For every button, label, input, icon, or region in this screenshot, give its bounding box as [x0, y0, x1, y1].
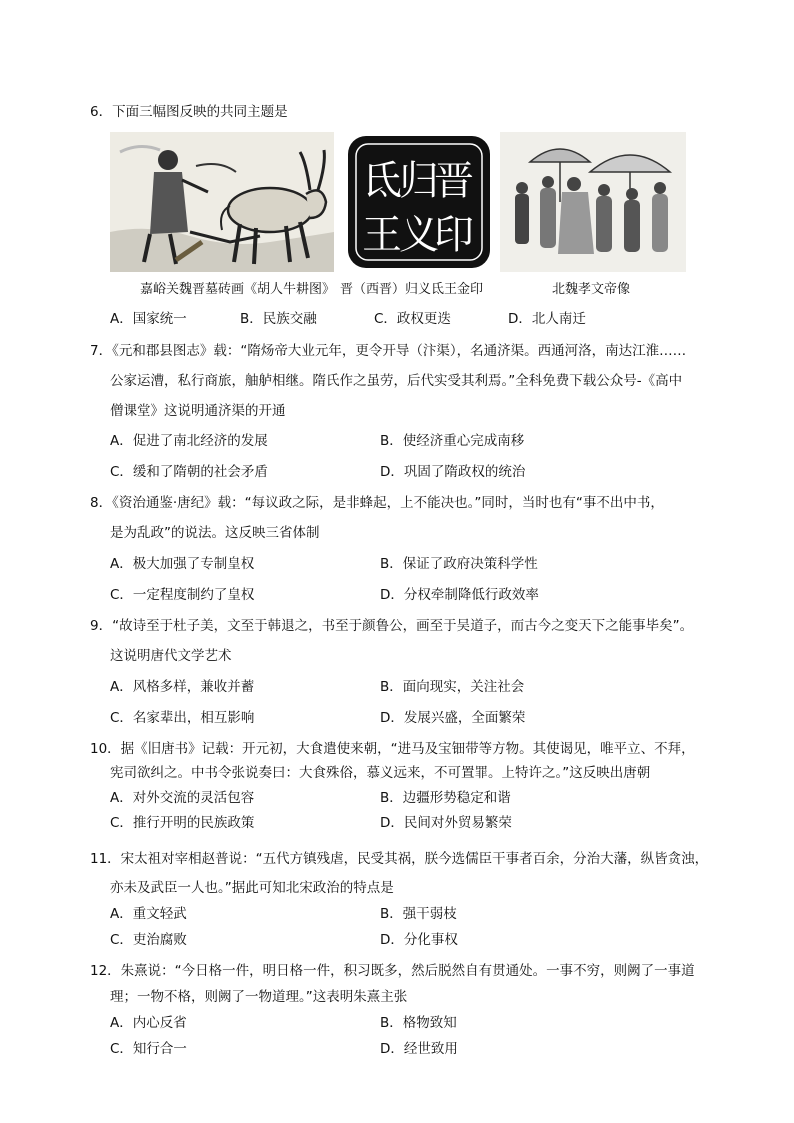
- q7-option-a[interactable]: A．促进了南北经济的发展: [110, 433, 268, 449]
- q12-option-a[interactable]: A．内心反省: [110, 1015, 187, 1031]
- caption-emperor: 北魏孝文帝像: [552, 282, 631, 297]
- q6-stem: 6．下面三幅图反映的共同主题是: [90, 104, 288, 120]
- q10-stem-line-1: 10．据《旧唐书》记载：开元初，大食遣使来朝，“进马及宝钿带等方物。其使谒见，唯平立、不拜，: [90, 741, 695, 757]
- caption-gold-seal: 晋（西晋）归义氐王金印: [340, 282, 484, 297]
- q11-stem-line-2: 亦未及武臣一人也。”据此可知北宋政治的特点是: [110, 880, 394, 896]
- q8-option-b[interactable]: B．保证了政府决策科学性: [380, 556, 538, 572]
- emperor-portrait-image: [500, 132, 686, 272]
- q9-option-a[interactable]: A．风格多样，兼收并蓄: [110, 679, 255, 695]
- q11-stem-line-1: 11．宋太祖对宰相赵普说：“五代方镇残虐，民受其祸，朕今选儒臣干事者百余，分治大藩，纵皆贪浊，: [90, 851, 709, 867]
- q7-stem-line-1: 7．《元和郡县图志》载：“隋炀帝大业元年，更令开导（汴渠），名通济渠。西通河洛，南达江淮……: [90, 343, 687, 359]
- q12-option-c[interactable]: C．知行合一: [110, 1041, 187, 1057]
- q10-option-a[interactable]: A．对外交流的灵活包容: [110, 790, 255, 806]
- q12-stem-line-2: 理；一物不格，则阙了一物道理。”这表明朱熹主张: [110, 989, 408, 1005]
- q8-option-c[interactable]: C．一定程度制约了皇权: [110, 587, 255, 603]
- q8-option-a[interactable]: A．极大加强了专制皇权: [110, 556, 255, 572]
- q8-stem-line-1: 8．《资治通鉴·唐纪》载：“每议政之际，是非蜂起，上不能决也。”同时，当时也有“事不出中书，: [90, 495, 664, 511]
- q6-option-b[interactable]: B．民族交融: [240, 311, 317, 327]
- q12-stem-line-1: 12．朱熹说：“今日格一件，明日格一件，积习既多，然后脱然自有贯通处。一事不穷，则阙了一事道: [90, 963, 695, 979]
- seal-drawing: [344, 132, 494, 272]
- q6-number: 6．: [90, 104, 113, 120]
- q10-stem-line-2: 宪司欲纠之。中书令张说奏曰：大食殊俗，慕义远来，不可置罪。上特许之。”这反映出唐朝: [110, 765, 651, 781]
- q7-option-d[interactable]: D．巩固了隋政权的统治: [380, 464, 526, 480]
- q9-option-d[interactable]: D．发展兴盛，全面繁荣: [380, 710, 526, 726]
- q11-option-d[interactable]: D．分化事权: [380, 932, 458, 948]
- q7-option-b[interactable]: B．使经济重心完成南移: [380, 433, 525, 449]
- q9-option-b[interactable]: B．面向现实，关注社会: [380, 679, 525, 695]
- ox-plough-drawing: [110, 132, 334, 272]
- seal-char-5: 王: [362, 212, 402, 258]
- q6-option-c[interactable]: C．政权更迭: [374, 311, 451, 327]
- gold-seal-image: [344, 132, 494, 272]
- q7-option-c[interactable]: C．缓和了隋朝的社会矛盾: [110, 464, 268, 480]
- q8-stem-line-2: 是为乱政”的说法。这反映三省体制: [110, 525, 320, 541]
- q10-option-c[interactable]: C．推行开明的民族政策: [110, 815, 255, 831]
- q8-option-d[interactable]: D．分权牵制降低行政效率: [380, 587, 539, 603]
- q7-stem-line-3: 僧课堂》这说明通济渠的开通: [110, 403, 286, 419]
- q10-option-d[interactable]: D．民间对外贸易繁荣: [380, 815, 512, 831]
- q7-stem-line-2: 公家运漕，私行商旅，舳舻相继。隋氏作之虽劳，后代实受其利焉。”全科免费下载公众号-《高中: [110, 373, 683, 389]
- q10-option-b[interactable]: B．边疆形势稳定和谐: [380, 790, 511, 806]
- seal-char-3: 义: [399, 212, 439, 258]
- q9-stem-line-1: 9．“故诗至于杜子美，文至于韩退之，书至于颜鲁公，画至于吴道子，而古今之变天下之能事毕矣”。: [90, 618, 694, 634]
- caption-ox-plough: 嘉峪关魏晋墓砖画《胡人牛耕图》: [140, 282, 336, 297]
- q11-option-c[interactable]: C．吏治腐败: [110, 932, 187, 948]
- q9-option-c[interactable]: C．名家辈出，相互影响: [110, 710, 255, 726]
- seal-char-4: 氐: [362, 158, 402, 204]
- ox-plough-painting: [110, 132, 334, 272]
- q12-option-b[interactable]: B．格物致知: [380, 1015, 457, 1031]
- seal-char-2: 归: [399, 158, 439, 204]
- procession-drawing: [500, 132, 686, 272]
- q11-option-a[interactable]: A．重文轻武: [110, 906, 187, 922]
- seal-char-1: 晋: [434, 158, 474, 204]
- q11-option-b[interactable]: B．强干弱枝: [380, 906, 457, 922]
- q12-option-d[interactable]: D．经世致用: [380, 1041, 458, 1057]
- q9-stem-line-2: 这说明唐代文学艺术: [110, 648, 232, 664]
- q6-option-a[interactable]: A．国家统一: [110, 311, 187, 327]
- seal-char-6: 印: [434, 212, 474, 258]
- q6-option-d[interactable]: D．北人南迁: [508, 311, 586, 327]
